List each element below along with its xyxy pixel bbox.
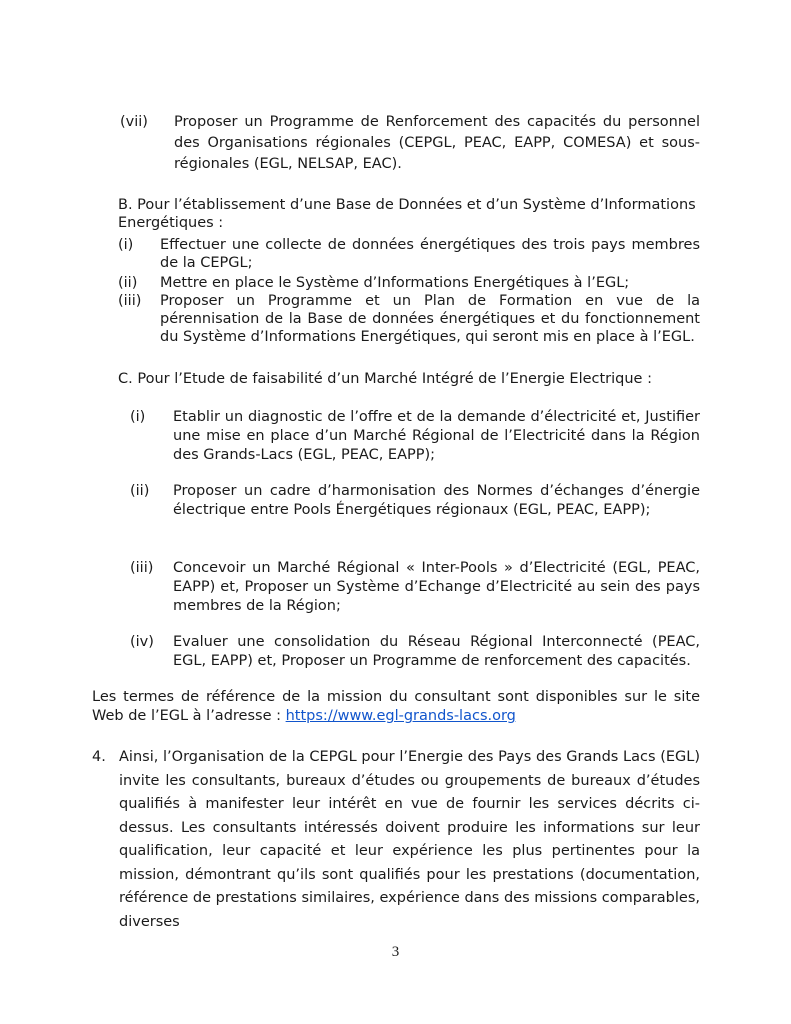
section-c-item-ii-text: Proposer un cadre d’harmonisation des Normes d’échanges d’énergie électrique entre Pools Énergétiques régionaux (EGL, PEAC, EAPP); (173, 483, 700, 518)
terms-of-reference-text (92, 688, 700, 726)
item-vii-text: Proposer un Programme de Renforcement des capacités du personnel des Organisations régionales (CEPGL, PEAC, EAPP, COMESA) et sous-régionales (EGL, NELSAP, EAC). (174, 114, 700, 172)
page-number: 3 (391, 944, 400, 960)
section-c-item-iv (130, 633, 700, 687)
terms-of-reference-sentence: Les termes de référence de la mission du consultant sont disponibles sur le site Web de l’EGL à l’adresse : (92, 689, 700, 724)
section-c-item-i-text: Etablir un diagnostic de l’offre et de la demande d’électricité et, Justifier une mise en place d’un Marché Régional de l’Electricité dans la Région des Grands-Lacs (EGL, PEAC, EAPP); (173, 409, 700, 463)
paragraph-4-number: 4. (92, 749, 106, 765)
egl-website-link[interactable]: https://www.egl-grands-lacs.org (285, 708, 516, 724)
section-b-heading: B. Pour l’établissement d’une Base de Données et d’un Système d’Informations Energétiques : (118, 197, 696, 231)
paragraph-4 (92, 746, 700, 930)
section-c-item-ii (130, 482, 700, 542)
section-c-item-i (130, 408, 700, 468)
section-c (118, 370, 700, 388)
item-vii-label: (vii) (120, 114, 148, 130)
section-b-item-i-text: Effectuer une collecte de données énergétiques des trois pays membres de la CEPGL; (160, 237, 700, 271)
section-c-heading: C. Pour l’Etude de faisabilité d’un Marché Intégré de l’Energie Electrique : (118, 371, 652, 387)
terms-of-reference (92, 688, 700, 726)
section-c-item-iv-label: (iv) (130, 634, 154, 650)
section-b-item-i (118, 236, 700, 274)
section-c-item-iii-text: Concevoir un Marché Régional « Inter-Pools » d’Electricité (EGL, PEAC, EAPP) et, Proposer un Système d’Echange d’Electricité au sein des pays membres de la Région; (173, 560, 700, 614)
section-b-item-i-label: (i) (118, 237, 134, 253)
item-vii (120, 112, 700, 174)
section-b-item-iii-text: Proposer un Programme et un Plan de Formation en vue de la pérennisation de la Base de données énergétiques et du fonctionnement du Système d’Informations Energétiques, qui seront mis en place à l’EGL. (160, 293, 700, 345)
section-b-item-iii (118, 292, 700, 366)
section-c-item-iii (130, 559, 700, 619)
section-b (118, 196, 700, 232)
section-b-item-ii-text: Mettre en place le Système d’Informations Energétiques à l’EGL; (160, 275, 630, 291)
section-c-item-iii-label: (iii) (130, 560, 154, 576)
section-b-item-iii-label: (iii) (118, 293, 142, 309)
section-b-item-ii (118, 274, 700, 294)
section-c-item-i-label: (i) (130, 409, 146, 425)
section-c-item-iv-text: Evaluer une consolidation du Réseau Régional Interconnecté (PEAC, EGL, EAPP) et, Proposer un Programme de renforcement des capacités. (173, 634, 700, 669)
paragraph-4-text: Ainsi, l’Organisation de la CEPGL pour l’Energie des Pays des Grands Lacs (EGL) invite les consultants, bureaux d’études ou groupements de bureaux d’études qualifiés à manifester leur intérêt en vue de fournir les services décrits ci-dessus. Les consultants intéressés doivent produire les informations sur leur qualification, leur capacité et leur expérience les plus pertinentes pour la mission, démontrant qu’ils sont qualifiés pour les prestations (documentation, référence de prestations similaires, expérience dans des missions comparables, diverses (119, 749, 700, 930)
section-c-item-ii-label: (ii) (130, 483, 150, 499)
section-b-item-ii-label: (ii) (118, 275, 138, 291)
